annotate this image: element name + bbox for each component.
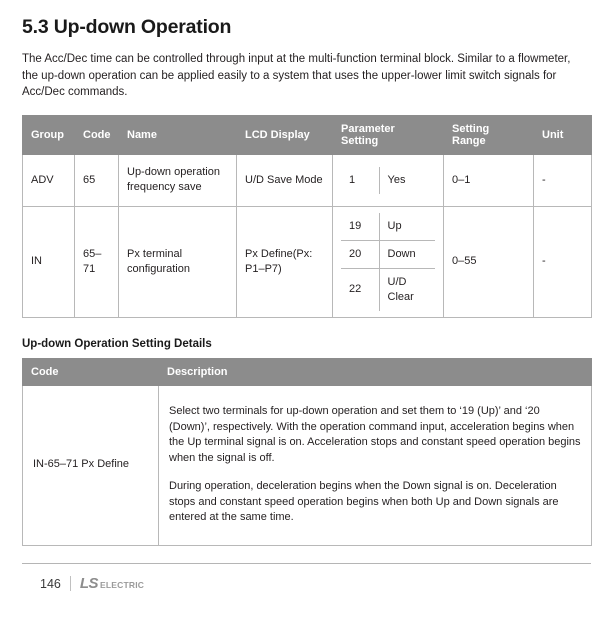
column-header-lcd-display: LCD Display — [237, 115, 333, 154]
cell-name: Up-down operation frequency save — [119, 154, 237, 206]
cell-lcd-display: U/D Save Mode — [237, 154, 333, 206]
cell-name: Px terminal configuration — [119, 206, 237, 317]
cell-unit: - — [534, 206, 592, 317]
parameter-value: 1 — [341, 167, 379, 194]
parameter-row — [341, 268, 435, 311]
table-row — [23, 154, 592, 206]
parameter-table — [22, 115, 592, 318]
parameter-label: U/D Clear — [379, 268, 435, 311]
column-header-code: Code — [75, 115, 119, 154]
parameter-value: 20 — [341, 240, 379, 268]
parameter-row — [341, 167, 435, 194]
column-header-unit: Unit — [534, 115, 592, 154]
table-row — [23, 385, 592, 545]
parameter-value: 22 — [341, 268, 379, 311]
parameter-label: Yes — [379, 167, 435, 194]
parameter-label: Down — [379, 240, 435, 268]
parameter-row — [341, 213, 435, 241]
column-header-setting-range: Setting Range — [444, 115, 534, 154]
table-header-row — [23, 358, 592, 385]
table-header-row — [23, 115, 592, 154]
cell-group: IN — [23, 206, 75, 317]
column-header-code: Code — [23, 358, 159, 385]
column-header-name: Name — [119, 115, 237, 154]
logo-secondary-text: ELECTRIC — [100, 580, 145, 590]
details-table — [22, 358, 592, 546]
cell-code: IN-65–71 Px Define — [23, 385, 159, 545]
column-header-group: Group — [23, 115, 75, 154]
parameter-value: 19 — [341, 213, 379, 241]
page-footer — [0, 563, 613, 623]
cell-setting-range: 0–55 — [444, 206, 534, 317]
cell-group: ADV — [23, 154, 75, 206]
parameter-subtable — [341, 213, 435, 311]
logo-primary-text: LS — [79, 575, 99, 592]
cell-setting-range: 0–1 — [444, 154, 534, 206]
footer-content — [40, 575, 144, 592]
intro-paragraph: The Acc/Dec time can be controlled through input at the multi-function terminal block. Similar to a flowmeter, the up-down operation can be applied easily to a system that uses the upper-lower limit switch signals for Acc/Dec commands. — [22, 53, 571, 98]
column-header-parameter-setting: Parameter Setting — [333, 115, 444, 154]
parameter-row — [341, 240, 435, 268]
cell-unit: - — [534, 154, 592, 206]
description-paragraph-1: Select two terminals for up-down operation and set them to ‘19 (Up)’ and ‘20 (Down)’, respectively. With the operation command input, acceleration begins when the Up terminal signal is on. Acceleration stops and constant speed operation begins when the signal is off. — [169, 405, 581, 464]
parameter-label: Up — [379, 213, 435, 241]
details-heading: Up-down Operation Setting Details — [22, 337, 212, 350]
cell-code: 65 — [75, 154, 119, 206]
page-number: 146 — [40, 576, 61, 591]
footer-divider — [22, 563, 591, 564]
cell-parameter-setting — [333, 206, 444, 317]
footer-separator — [70, 576, 71, 591]
description-paragraph-2: During operation, deceleration begins when the Down signal is on. Deceleration stops and constant speed operation begins when both Up and Down signals are entered at the same time. — [169, 480, 559, 524]
cell-description — [159, 385, 592, 545]
cell-lcd-display: Px Define(Px: P1–P7) — [237, 206, 333, 317]
cell-code: 65–71 — [75, 206, 119, 317]
ls-electric-logo — [80, 575, 144, 592]
parameter-subtable — [341, 167, 435, 194]
column-header-description: Description — [159, 358, 592, 385]
cell-parameter-setting — [333, 154, 444, 206]
table-row — [23, 206, 592, 317]
page-title: 5.3 Up-down Operation — [22, 16, 232, 38]
